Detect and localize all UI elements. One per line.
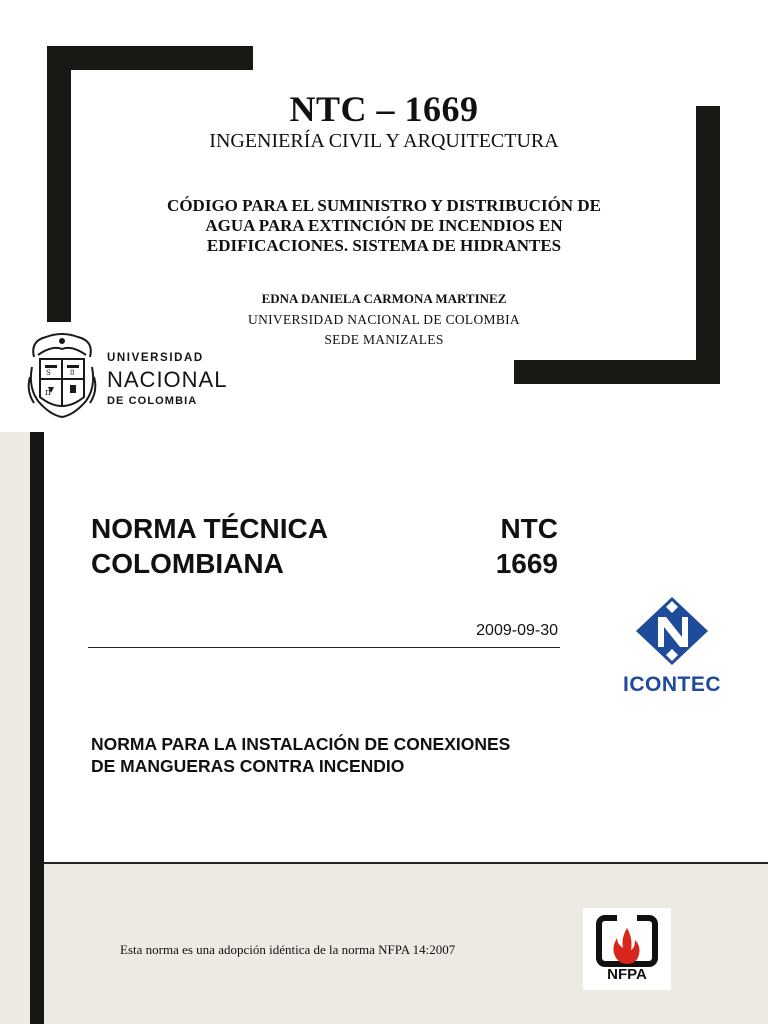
- nfpa-logo-icon: [583, 908, 671, 968]
- standard-heading-line: NORMA TÉCNICA: [91, 513, 328, 544]
- description-line: CÓDIGO PARA EL SUMINISTRO Y DISTRIBUCIÓN DE: [167, 196, 601, 215]
- author-name: EDNA DANIELA CARMONA MARTINEZ: [261, 291, 507, 306]
- frame-bar-top-left: [47, 46, 253, 70]
- description-line: AGUA PARA EXTINCIÓN DE INCENDIOS EN: [205, 216, 563, 235]
- adoption-note: Esta norma es una adopción idéntica de la norma NFPA 14:2007: [120, 942, 456, 957]
- standard-code-line: 1669: [495, 548, 558, 579]
- frame-bar-bottom-right: [514, 360, 720, 384]
- nfpa-logo: [583, 908, 671, 990]
- icontec-logo-icon: [608, 595, 736, 671]
- left-stripe: [30, 432, 44, 1024]
- norm-title-line: DE MANGUERAS CONTRA INCENDIO: [91, 756, 405, 776]
- standard-cover-page: [44, 432, 768, 864]
- logo-text-universidad: UNIVERSIDAD: [107, 352, 204, 364]
- divider: [88, 647, 560, 648]
- campus-name: SEDE MANIZALES: [324, 332, 444, 347]
- svg-text:8: 8: [70, 369, 75, 377]
- university-crest-icon: [26, 331, 98, 421]
- standard-code-line: NTC: [500, 513, 558, 544]
- title-slide: [0, 0, 768, 432]
- document-description: [0, 196, 768, 256]
- icontec-logo: [608, 595, 736, 701]
- icontec-label: ICONTEC: [623, 673, 721, 696]
- nfpa-label: NFPA: [607, 966, 647, 983]
- publication-date: 2009-09-30: [476, 622, 558, 639]
- logo-text-de-colombia: DE COLOMBIA: [107, 395, 198, 407]
- university-name: UNIVERSIDAD NACIONAL DE COLOMBIA: [248, 312, 520, 327]
- svg-text:π: π: [45, 388, 51, 398]
- page-subtitle: INGENIERÍA CIVIL Y ARQUITECTURA: [209, 130, 559, 152]
- description-line: EDIFICACIONES. SISTEMA DE HIDRANTES: [206, 236, 562, 255]
- svg-text:S: S: [46, 369, 51, 377]
- page-title: NTC – 1669: [289, 89, 479, 129]
- standard-heading-line: COLOMBIANA: [91, 548, 284, 579]
- norm-title-line: NORMA PARA LA INSTALACIÓN DE CONEXIONES: [91, 734, 511, 754]
- logo-text-nacional: NACIONAL: [107, 367, 228, 392]
- university-logo: [26, 331, 246, 421]
